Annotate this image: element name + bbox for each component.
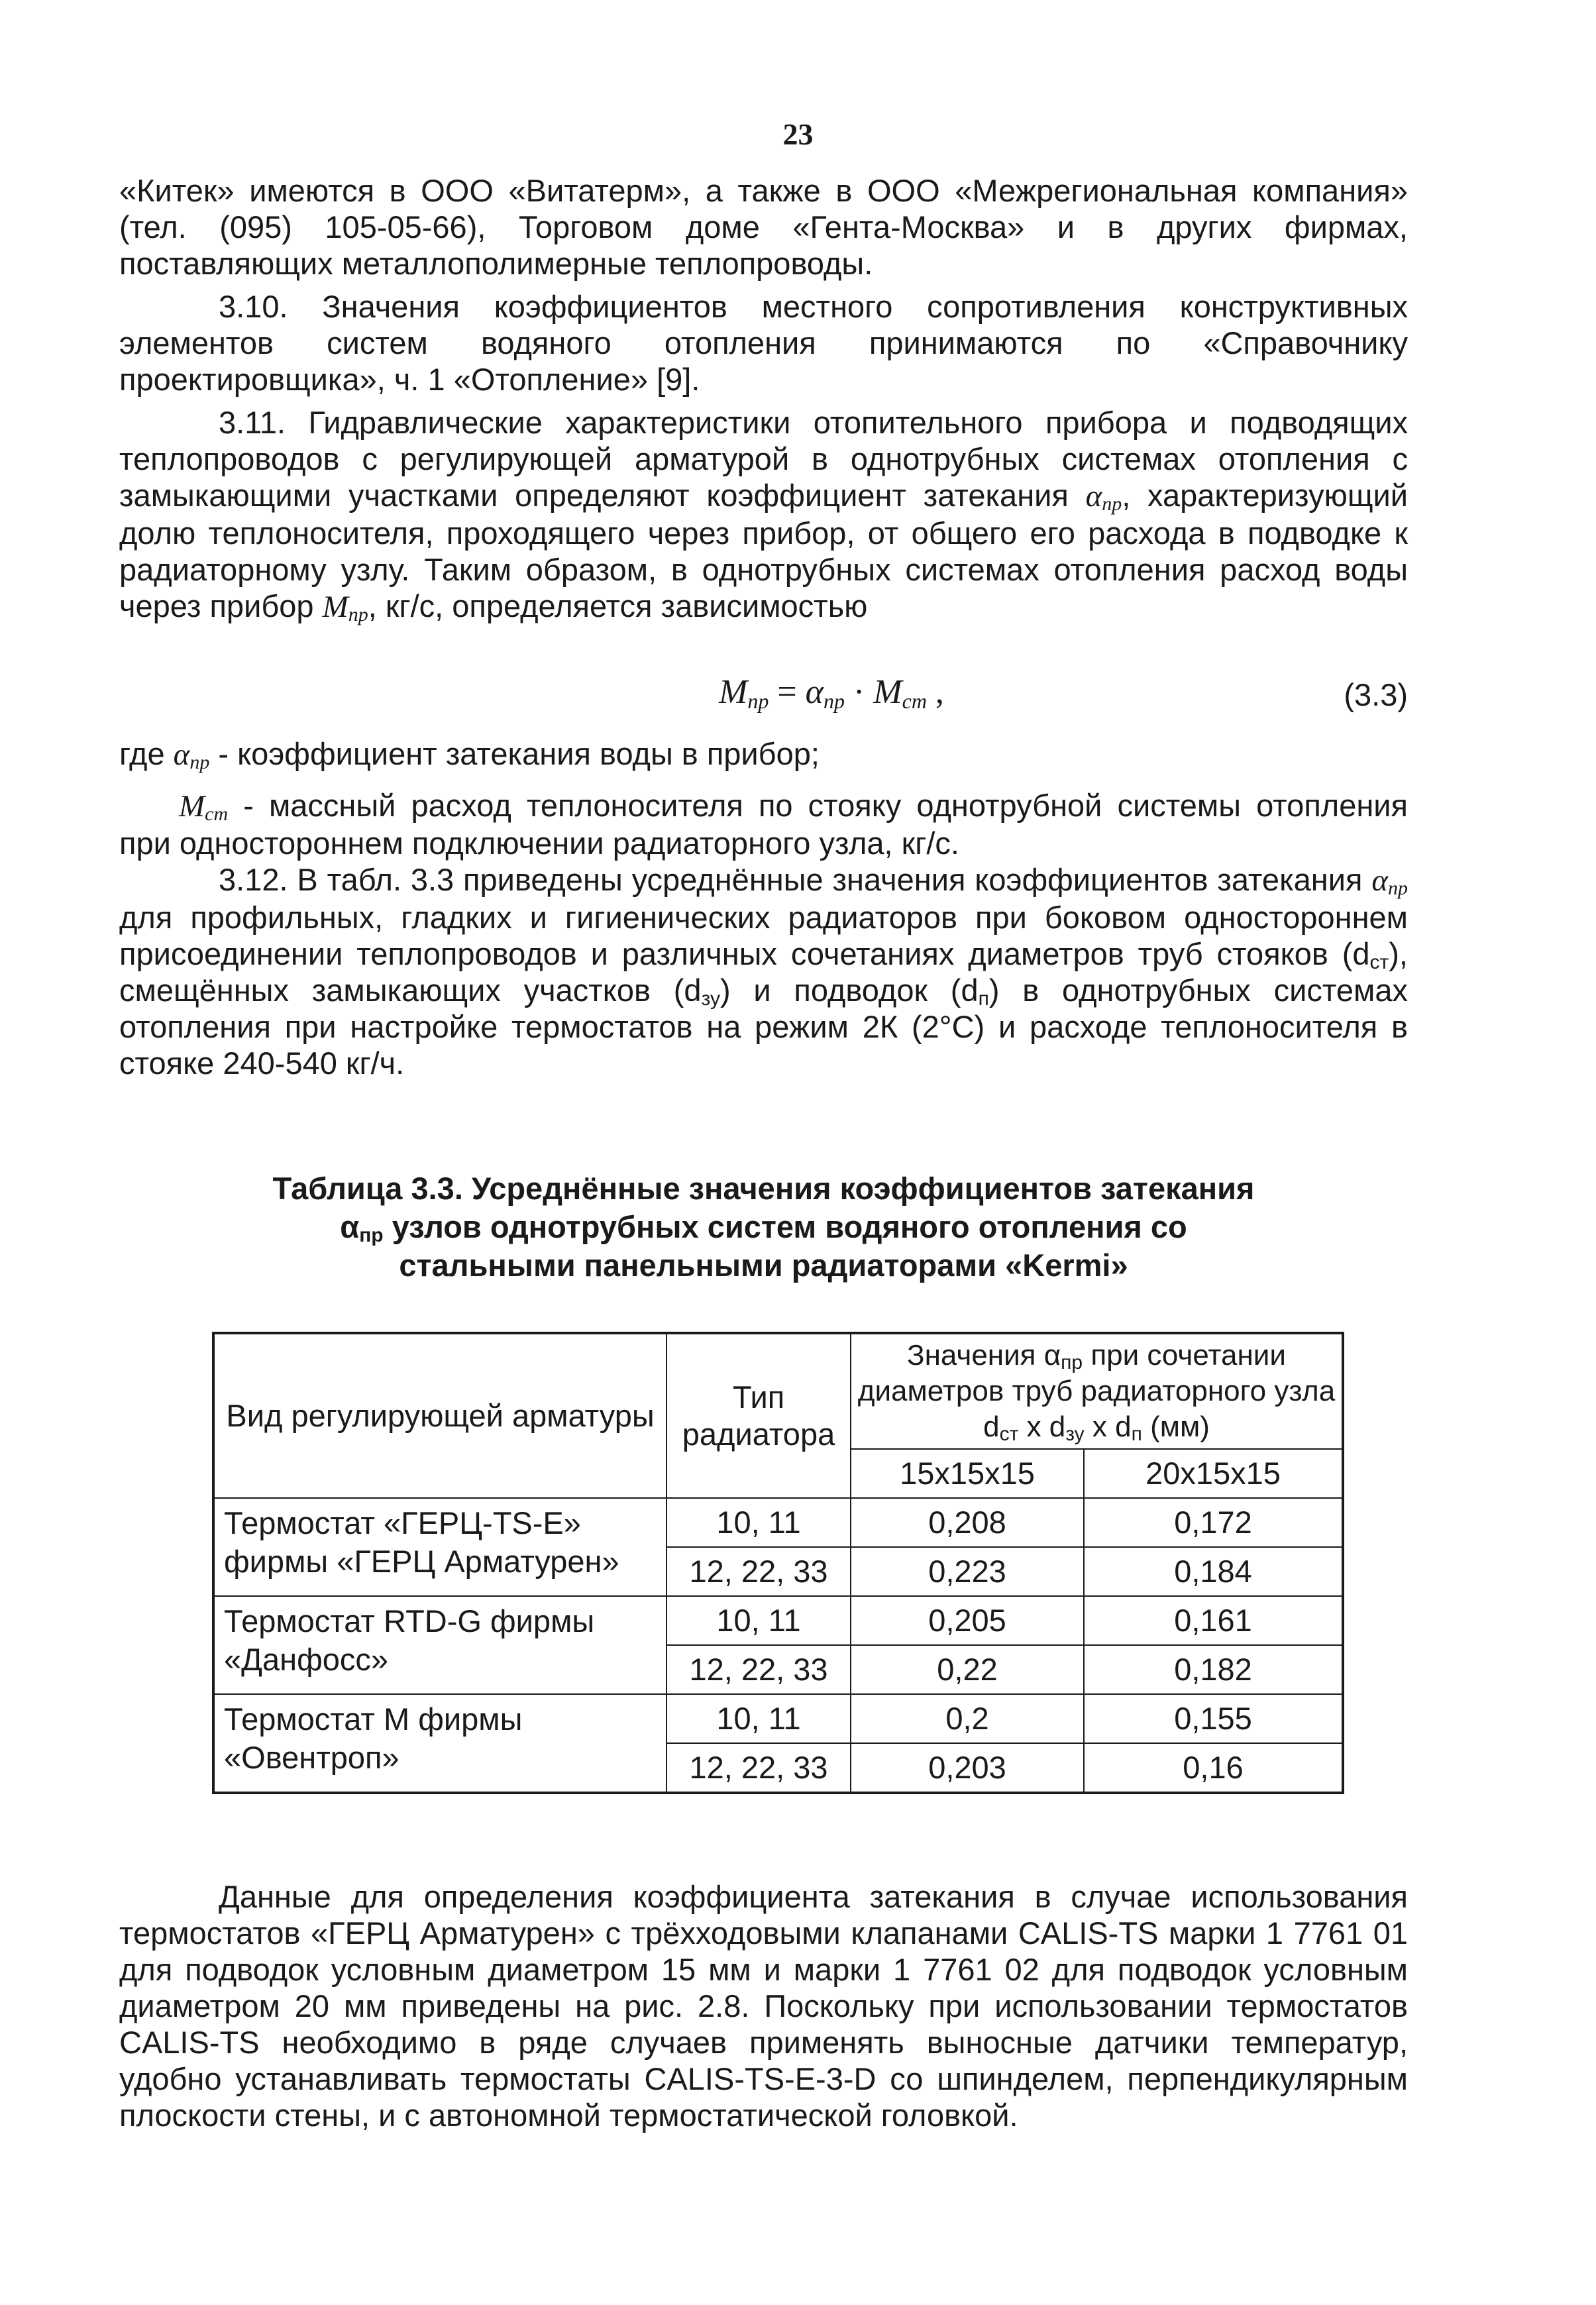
value-cell: 0,16 [1084,1743,1343,1793]
value-cell: 0,182 [1084,1645,1343,1694]
header-values [851,1333,1343,1449]
alpha-symbol [1371,863,1408,898]
caption-line: Таблица 3.3. Усреднённые значения коэффициентов затекания [272,1171,1255,1206]
value-cell: 0,223 [851,1547,1084,1596]
value-cell: 0,208 [851,1498,1084,1547]
symbol: M [719,673,748,711]
paragraph-3-11 [119,404,1408,625]
radiator-type-cell: 10, 11 [666,1694,851,1743]
text-run: - массный расход теплоносителя по стояку однотрубной системы отопления при одностороннем подключении радиаторного узла, кг/с. [119,788,1408,861]
paragraph-text [119,404,1408,625]
page-number: 23 [782,117,814,151]
paragraph-calis [119,1878,1408,2133]
radiator-type-cell: 10, 11 [666,1596,851,1645]
paragraph-text [119,861,1408,1081]
where-clause-m [119,787,1408,861]
symbol: M [179,789,205,824]
paragraph-3-10 [119,288,1408,398]
subscript: пр [747,689,769,713]
symbol: M [322,590,348,624]
armatura-cell: Термостат RTD-G фирмы «Данфосс» [213,1596,666,1694]
text-run: x d [1084,1411,1132,1443]
text-run: ) в однотрубных системах отопления при настройке термостатов на режим 2К (2°С) и расходе теплоносителя в стояке 240-540 кг/ч. [119,973,1408,1081]
text-run: где [119,736,174,771]
header-15x15x15: 15х15х15 [851,1449,1084,1498]
symbol: α [805,673,824,711]
formula [719,672,944,712]
table-caption [119,1169,1408,1285]
text-run: узлов однотрубных систем водяного отопления со [383,1209,1187,1244]
subscript: пр [189,751,210,773]
table-row [213,1694,1343,1743]
equation-number: (3.3) [1344,677,1408,712]
text-run: x d [1018,1411,1066,1443]
paragraph-text: «Китек» имеются в ООО «Витатерм», а также в ООО «Межрегиональная компания» (тел. (095) 105-05-66), Торговом доме «Гента-Москва» и в других фирмах, поставляющих металлополимерные теплопроводы. [119,173,1408,281]
subscript: ст [999,1423,1019,1445]
alpha-symbol [174,737,210,772]
caption-line: стальными панельными радиаторами «Kermi» [399,1248,1128,1283]
paragraph-text [119,787,1408,861]
where-clause-alpha [119,735,1408,773]
text-run: ), смещённых замыкающих участков (d [119,936,1408,1008]
text-run: , кг/с, определяется зависимостью [368,588,868,623]
symbol: α [173,737,190,772]
symbol: α [1085,479,1102,513]
symbol: M [873,673,902,711]
symbol: α [340,1209,360,1244]
value-cell: 0,2 [851,1694,1084,1743]
radiator-type-cell: 12, 22, 33 [666,1645,851,1694]
symbol: α [1371,863,1388,898]
radiator-type-cell: 12, 22, 33 [666,1547,851,1596]
subscript: пр [348,604,368,625]
text-run: , характеризующий долю теплоносителя, проходящего через прибор, от общего его расхода в подводке к радиаторному узлу. Таким образом, в однотрубных системах отопления расход воды через прибор [119,478,1408,623]
subscript: пр [823,689,845,713]
table-row [213,1596,1343,1645]
armatura-cell: Термостат М фирмы «Овентроп» [213,1694,666,1793]
value-cell: 0,155 [1084,1694,1343,1743]
caption-line [119,1208,1408,1246]
header-20x15x15: 20х15х15 [1084,1449,1343,1498]
text-run: - коэффициент затекания воды в прибор; [209,736,820,771]
value-cell: 0,184 [1084,1547,1343,1596]
subscript: п [978,988,989,1010]
coefficient-table [212,1332,1344,1794]
text-run: для профильных, гладких и гигиенических радиаторов при боковом одностороннем присоединении теплопроводов и различных сочетаниях диаметров труб стояков (d [119,900,1408,971]
m-symbol [179,789,228,824]
text-run: (мм) [1142,1411,1210,1443]
table-row [213,1498,1343,1547]
m-symbol [323,590,368,624]
text-run: ) и подводок (d [719,973,979,1008]
value-cell: 0,203 [851,1743,1084,1793]
subscript: пр [359,1224,384,1246]
radiator-type-cell: 12, 22, 33 [666,1743,851,1793]
text-run: 3.12. В табл. 3.3 приведены усреднённые значения коэффициентов затекания [219,862,1372,897]
value-cell: 0,161 [1084,1596,1343,1645]
armatura-cell: Термостат «ГЕРЦ-TS-E» фирмы «ГЕРЦ Арматурен» [213,1498,666,1596]
subscript: пр [1388,877,1408,899]
text-run: при сочетании диаметров труб радиаторного узла d [857,1339,1336,1443]
subscript: зу [1065,1423,1085,1445]
subscript: пр [1102,493,1122,515]
subscript: зу [701,988,720,1010]
radiator-type-cell: 10, 11 [666,1498,851,1547]
text-run: 3.11. Гидравлические характеристики отопительного прибора и подводящих теплопроводов с регулирующей арматурой в однотрубных системах отопления с замыкающими участками определяют коэффициент затекания [119,405,1408,513]
dot-operator: · [844,673,874,711]
subscript: п [1131,1423,1142,1445]
equals-sign: = [769,673,806,711]
header-armatura: Вид регулирующей арматуры [213,1333,666,1498]
paragraph-text [119,735,1408,773]
header-radiator-type: Тип радиатора [666,1333,851,1498]
paragraph-continuation [119,172,1408,282]
value-cell: 0,205 [851,1596,1084,1645]
text-run: Значения α [907,1339,1061,1371]
subscript: пр [1061,1352,1083,1373]
subscript: ст [1369,951,1389,973]
subscript: ст [205,803,229,825]
equation-3-3 [119,672,1408,719]
value-cell: 0,172 [1084,1498,1343,1547]
comma: , [926,673,944,711]
paragraph-text: Данные для определения коэффициента затекания в случае использования термостатов «ГЕРЦ Арматурен» с трёхходовыми клапанами CALIS-TS марки 1 7761 01 для подводок условным диаметром 15 мм и марки 1 7761 02 для подводок условным диаметром 20 мм приведены на рис. 2.8. Поскольку при использовании термостатов CALIS-TS необходимо в ряде случаев применять выносные датчики температур, удобно устанавливать термостаты CALIS-TS-E-3-D со шпинделем, перпендикулярным плоскости стены, и с автономной термостатической головкой. [119,1879,1408,2133]
alpha-symbol [1086,479,1122,513]
paragraph-text: 3.10. Значения коэффициентов местного сопротивления конструктивных элементов систем водяного отопления принимаются по «Справочнику проектировщика», ч. 1 «Отопление» [9]. [119,289,1408,397]
paragraph-3-12 [119,861,1408,1081]
value-cell: 0,22 [851,1645,1084,1694]
subscript: ст [902,689,927,713]
